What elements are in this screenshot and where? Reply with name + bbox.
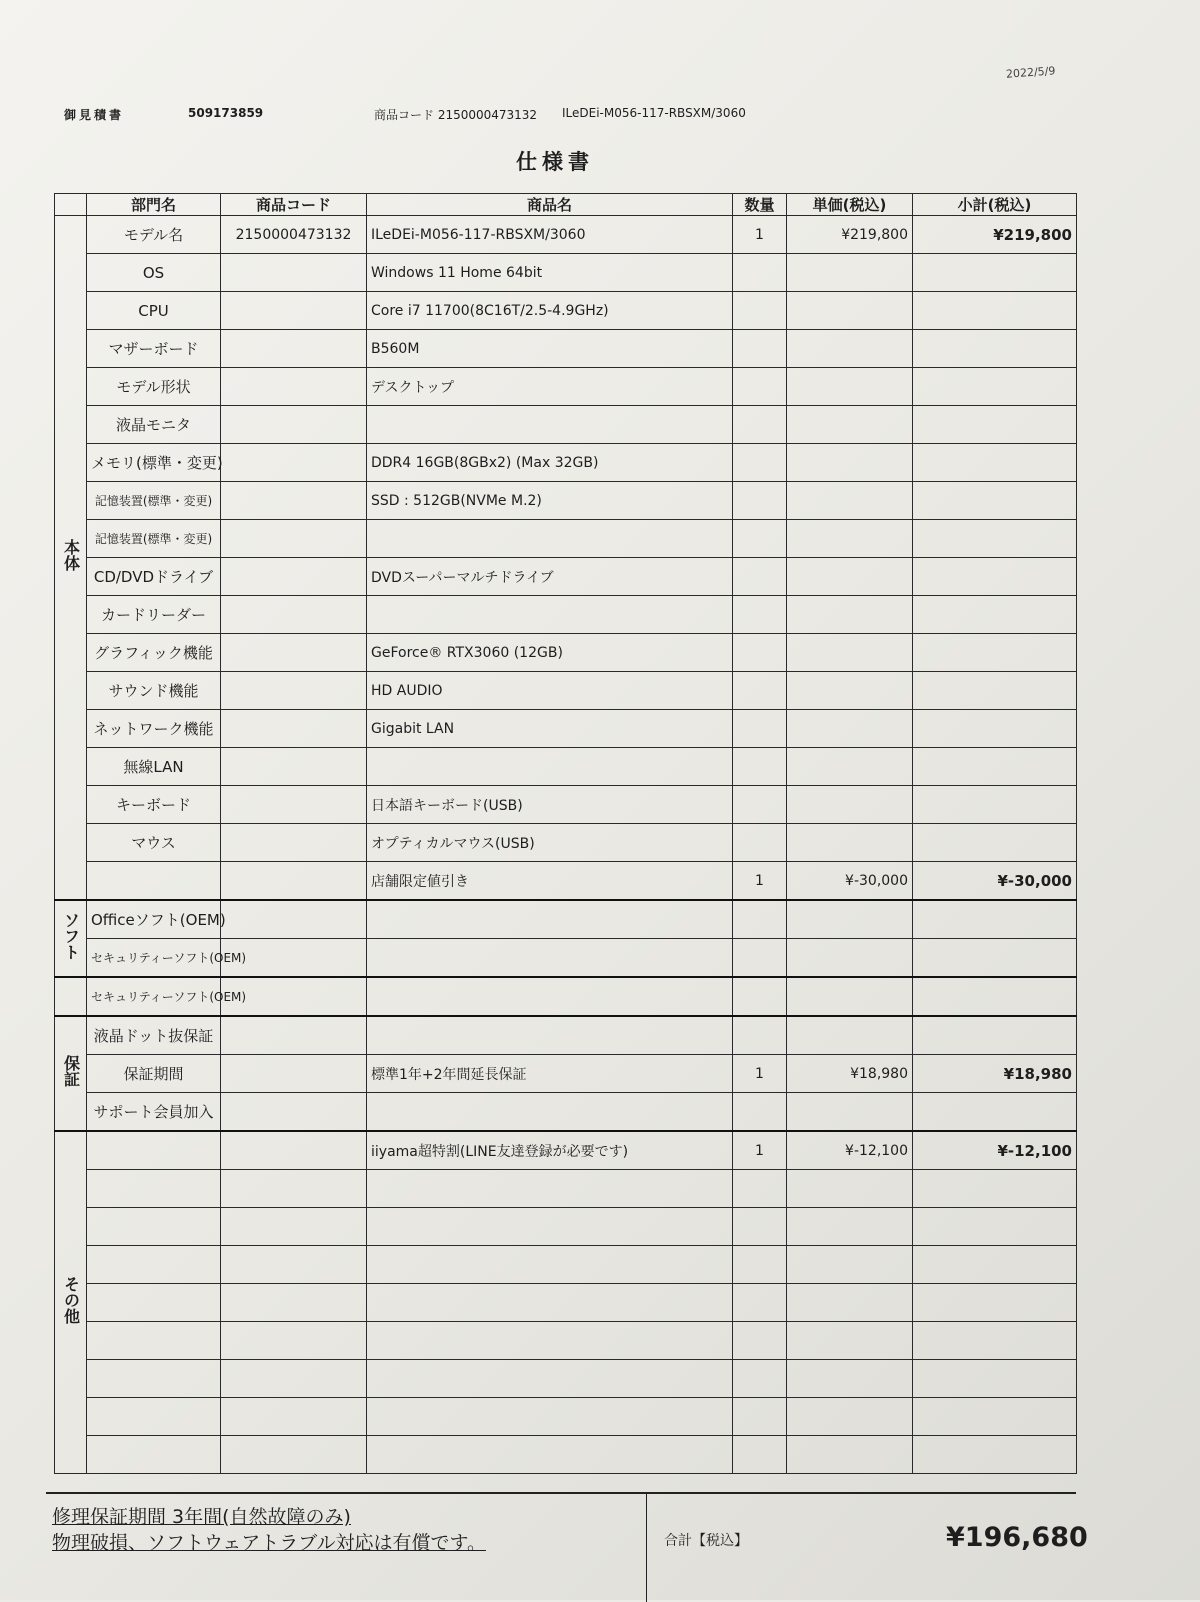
subtotal-cell bbox=[913, 368, 1077, 406]
dept-cell bbox=[87, 1398, 221, 1436]
column-header-dept: 部門名 bbox=[87, 194, 221, 216]
code-cell bbox=[221, 634, 367, 672]
unit-price-cell bbox=[787, 748, 913, 786]
code-cell bbox=[221, 1131, 367, 1170]
subtotal-cell bbox=[913, 1016, 1077, 1055]
qty-cell bbox=[733, 634, 787, 672]
name-cell: ILeDEi-M056-117-RBSXM/3060 bbox=[367, 216, 733, 254]
subtotal-cell bbox=[913, 1322, 1077, 1360]
table-row bbox=[55, 1093, 1077, 1132]
name-cell bbox=[367, 1398, 733, 1436]
column-header-name: 商品名 bbox=[367, 194, 733, 216]
code-cell bbox=[221, 596, 367, 634]
name-cell bbox=[367, 1322, 733, 1360]
code-cell bbox=[221, 1322, 367, 1360]
unit-price-cell bbox=[787, 1093, 913, 1132]
name-cell: iiyama超特割(LINE友達登録が必要です) bbox=[367, 1131, 733, 1170]
qty-cell bbox=[733, 1016, 787, 1055]
dept-cell: モデル名 bbox=[87, 216, 221, 254]
code-cell bbox=[221, 1284, 367, 1322]
table-row bbox=[55, 1284, 1077, 1322]
name-cell: Windows 11 Home 64bit bbox=[367, 254, 733, 292]
unit-price-cell bbox=[787, 824, 913, 862]
subtotal-cell bbox=[913, 1170, 1077, 1208]
unit-price-cell bbox=[787, 558, 913, 596]
name-cell bbox=[367, 1170, 733, 1208]
dept-cell: グラフィック機能 bbox=[87, 634, 221, 672]
unit-price-cell bbox=[787, 520, 913, 558]
table-row bbox=[55, 862, 1077, 901]
paid-support-note: 物理破損、ソフトウェアトラブル対応は有償です。 bbox=[52, 1532, 486, 1554]
dept-cell: カードリーダー bbox=[87, 596, 221, 634]
subtotal-cell bbox=[913, 520, 1077, 558]
table-row bbox=[55, 748, 1077, 786]
subtotal-cell: ¥219,800 bbox=[913, 216, 1077, 254]
name-cell bbox=[367, 520, 733, 558]
subtotal-cell bbox=[913, 596, 1077, 634]
name-cell bbox=[367, 748, 733, 786]
qty-cell bbox=[733, 482, 787, 520]
unit-price-cell bbox=[787, 1284, 913, 1322]
dept-cell: 液晶モニタ bbox=[87, 406, 221, 444]
dept-cell: セキュリティーソフト(OEM) bbox=[87, 977, 221, 1016]
table-row bbox=[55, 939, 1077, 978]
section-label bbox=[55, 977, 87, 1016]
subtotal-cell bbox=[913, 444, 1077, 482]
estimate-label: 御見積書 bbox=[64, 108, 125, 122]
total-label: 合計【税込】 bbox=[664, 1533, 748, 1549]
dept-cell bbox=[87, 1208, 221, 1246]
name-cell: 標準1年+2年間延長保証 bbox=[367, 1055, 733, 1093]
unit-price-cell bbox=[787, 1360, 913, 1398]
unit-price-cell bbox=[787, 330, 913, 368]
name-cell bbox=[367, 1246, 733, 1284]
unit-price-cell bbox=[787, 1016, 913, 1055]
unit-price-cell bbox=[787, 596, 913, 634]
column-header-subtotal: 小計(税込) bbox=[913, 194, 1077, 216]
code-cell bbox=[221, 710, 367, 748]
dept-cell: Officeソフト(OEM) bbox=[87, 900, 221, 939]
code-cell bbox=[221, 748, 367, 786]
code-cell bbox=[221, 1436, 367, 1474]
qty-cell bbox=[733, 900, 787, 939]
name-cell: オプティカルマウス(USB) bbox=[367, 824, 733, 862]
subtotal-cell bbox=[913, 254, 1077, 292]
dept-cell: 記憶装置(標準・変更) bbox=[87, 520, 221, 558]
dept-cell: セキュリティーソフト(OEM) bbox=[87, 939, 221, 978]
subtotal-cell bbox=[913, 1284, 1077, 1322]
table-row bbox=[55, 1055, 1077, 1093]
dept-cell bbox=[87, 1360, 221, 1398]
table-row bbox=[55, 1016, 1077, 1055]
code-cell bbox=[221, 406, 367, 444]
subtotal-cell bbox=[913, 710, 1077, 748]
qty-cell bbox=[733, 672, 787, 710]
unit-price-cell bbox=[787, 482, 913, 520]
table-row bbox=[55, 672, 1077, 710]
warranty-note: 修理保証期間 3年間(自然故障のみ) bbox=[52, 1506, 351, 1528]
unit-price-cell: ¥-12,100 bbox=[787, 1131, 913, 1170]
subtotal-cell: ¥-30,000 bbox=[913, 862, 1077, 901]
unit-price-cell bbox=[787, 406, 913, 444]
spec-table-body bbox=[55, 216, 1077, 1474]
name-cell bbox=[367, 1208, 733, 1246]
column-header-qty: 数量 bbox=[733, 194, 787, 216]
subtotal-cell bbox=[913, 1246, 1077, 1284]
dept-cell bbox=[87, 862, 221, 901]
name-cell: Core i7 11700(8C16T/2.5-4.9GHz) bbox=[367, 292, 733, 330]
unit-price-cell bbox=[787, 1170, 913, 1208]
subtotal-cell bbox=[913, 824, 1077, 862]
table-row bbox=[55, 824, 1077, 862]
qty-cell bbox=[733, 1170, 787, 1208]
unit-price-cell bbox=[787, 444, 913, 482]
unit-price-cell bbox=[787, 1322, 913, 1360]
unit-price-cell bbox=[787, 254, 913, 292]
unit-price-cell bbox=[787, 634, 913, 672]
name-cell: SSD : 512GB(NVMe M.2) bbox=[367, 482, 733, 520]
estimate-number: 509173859 bbox=[188, 106, 264, 120]
dept-cell bbox=[87, 1436, 221, 1474]
unit-price-cell bbox=[787, 1398, 913, 1436]
qty-cell bbox=[733, 748, 787, 786]
subtotal-cell bbox=[913, 482, 1077, 520]
unit-price-cell bbox=[787, 292, 913, 330]
qty-cell bbox=[733, 824, 787, 862]
table-row bbox=[55, 520, 1077, 558]
dept-cell: 液晶ドット抜保証 bbox=[87, 1016, 221, 1055]
subtotal-cell bbox=[913, 1398, 1077, 1436]
table-row bbox=[55, 558, 1077, 596]
code-cell bbox=[221, 672, 367, 710]
name-cell bbox=[367, 977, 733, 1016]
table-row bbox=[55, 216, 1077, 254]
subtotal-cell bbox=[913, 939, 1077, 978]
code-cell bbox=[221, 520, 367, 558]
unit-price-cell bbox=[787, 1246, 913, 1284]
subtotal-cell: ¥-12,100 bbox=[913, 1131, 1077, 1170]
header-model: ILeDEi-M056-117-RBSXM/3060 bbox=[562, 106, 746, 120]
subtotal-cell bbox=[913, 330, 1077, 368]
spec-table bbox=[54, 193, 1077, 1474]
table-row bbox=[55, 1131, 1077, 1170]
unit-price-cell bbox=[787, 977, 913, 1016]
name-cell: 店舗限定値引き bbox=[367, 862, 733, 901]
name-cell bbox=[367, 939, 733, 978]
table-row bbox=[55, 900, 1077, 939]
qty-cell bbox=[733, 596, 787, 634]
unit-price-cell bbox=[787, 672, 913, 710]
code-cell bbox=[221, 1360, 367, 1398]
qty-cell bbox=[733, 330, 787, 368]
table-row bbox=[55, 634, 1077, 672]
table-row bbox=[55, 977, 1077, 1016]
unit-price-cell: ¥-30,000 bbox=[787, 862, 913, 901]
name-cell bbox=[367, 1093, 733, 1132]
table-row bbox=[55, 1398, 1077, 1436]
qty-cell bbox=[733, 786, 787, 824]
subtotal-cell bbox=[913, 1436, 1077, 1474]
column-header-section bbox=[55, 194, 87, 216]
qty-cell bbox=[733, 444, 787, 482]
qty-cell: 1 bbox=[733, 1055, 787, 1093]
subtotal-cell bbox=[913, 1093, 1077, 1132]
name-cell bbox=[367, 1360, 733, 1398]
dept-cell bbox=[87, 1246, 221, 1284]
code-cell bbox=[221, 786, 367, 824]
unit-price-cell bbox=[787, 900, 913, 939]
name-cell: B560M bbox=[367, 330, 733, 368]
unit-price-cell: ¥219,800 bbox=[787, 216, 913, 254]
subtotal-cell bbox=[913, 786, 1077, 824]
dept-cell: CPU bbox=[87, 292, 221, 330]
qty-cell bbox=[733, 1436, 787, 1474]
subtotal-cell bbox=[913, 977, 1077, 1016]
code-cell bbox=[221, 1170, 367, 1208]
dept-cell: モデル形状 bbox=[87, 368, 221, 406]
subtotal-cell bbox=[913, 672, 1077, 710]
unit-price-cell bbox=[787, 1436, 913, 1474]
qty-cell bbox=[733, 1246, 787, 1284]
table-row bbox=[55, 786, 1077, 824]
name-cell: GeForce® RTX3060 (12GB) bbox=[367, 634, 733, 672]
code-cell bbox=[221, 368, 367, 406]
table-row bbox=[55, 710, 1077, 748]
qty-cell bbox=[733, 710, 787, 748]
name-cell: 日本語キーボード(USB) bbox=[367, 786, 733, 824]
code-cell bbox=[221, 558, 367, 596]
name-cell: Gigabit LAN bbox=[367, 710, 733, 748]
dept-cell: ネットワーク機能 bbox=[87, 710, 221, 748]
table-row bbox=[55, 482, 1077, 520]
code-cell bbox=[221, 254, 367, 292]
unit-price-cell bbox=[787, 1208, 913, 1246]
qty-cell: 1 bbox=[733, 216, 787, 254]
code-cell bbox=[221, 1055, 367, 1093]
dept-cell bbox=[87, 1284, 221, 1322]
column-header-unit-price: 単価(税込) bbox=[787, 194, 913, 216]
dept-cell: メモリ(標準・変更) bbox=[87, 444, 221, 482]
code-cell bbox=[221, 900, 367, 939]
table-row bbox=[55, 1246, 1077, 1284]
code-cell bbox=[221, 1208, 367, 1246]
section-label-text: 本体 bbox=[61, 539, 81, 571]
qty-cell: 1 bbox=[733, 1131, 787, 1170]
dept-cell: OS bbox=[87, 254, 221, 292]
table-row bbox=[55, 596, 1077, 634]
table-row bbox=[55, 1360, 1077, 1398]
code-cell bbox=[221, 292, 367, 330]
code-cell bbox=[221, 824, 367, 862]
code-cell bbox=[221, 1016, 367, 1055]
name-cell: HD AUDIO bbox=[367, 672, 733, 710]
qty-cell bbox=[733, 254, 787, 292]
dept-cell: マザーボード bbox=[87, 330, 221, 368]
table-row bbox=[55, 406, 1077, 444]
subtotal-cell bbox=[913, 1360, 1077, 1398]
section-label bbox=[55, 1131, 87, 1474]
qty-cell bbox=[733, 292, 787, 330]
name-cell bbox=[367, 406, 733, 444]
section-label-text: 保証 bbox=[61, 1055, 81, 1087]
name-cell: デスクトップ bbox=[367, 368, 733, 406]
page-title: 仕様書 bbox=[516, 150, 594, 174]
dept-cell: 記憶装置(標準・変更) bbox=[87, 482, 221, 520]
dept-cell: マウス bbox=[87, 824, 221, 862]
subtotal-cell bbox=[913, 900, 1077, 939]
code-cell bbox=[221, 330, 367, 368]
qty-cell bbox=[733, 1208, 787, 1246]
subtotal-cell bbox=[913, 634, 1077, 672]
section-label bbox=[55, 216, 87, 901]
unit-price-cell bbox=[787, 939, 913, 978]
qty-cell bbox=[733, 1093, 787, 1132]
code-cell bbox=[221, 862, 367, 901]
name-cell: DVDスーパーマルチドライブ bbox=[367, 558, 733, 596]
dept-cell: 無線LAN bbox=[87, 748, 221, 786]
section-label-text: ソフト bbox=[61, 912, 81, 960]
qty-cell bbox=[733, 1322, 787, 1360]
qty-cell bbox=[733, 1360, 787, 1398]
table-row bbox=[55, 254, 1077, 292]
footer bbox=[46, 1492, 1088, 1602]
dept-cell: サポート会員加入 bbox=[87, 1093, 221, 1132]
dept-cell bbox=[87, 1322, 221, 1360]
section-label bbox=[55, 900, 87, 977]
unit-price-cell bbox=[787, 786, 913, 824]
name-cell bbox=[367, 596, 733, 634]
code-cell: 2150000473132 bbox=[221, 216, 367, 254]
section-label-text: その他 bbox=[61, 1276, 81, 1324]
header-product-code: 商品コード 2150000473132 bbox=[374, 108, 538, 122]
qty-cell bbox=[733, 1284, 787, 1322]
name-cell: DDR4 16GB(8GBx2) (Max 32GB) bbox=[367, 444, 733, 482]
dept-cell: 保証期間 bbox=[87, 1055, 221, 1093]
section-label bbox=[55, 1016, 87, 1131]
dept-cell: サウンド機能 bbox=[87, 672, 221, 710]
document-date: 2022/5/9 bbox=[1005, 64, 1056, 81]
subtotal-cell: ¥18,980 bbox=[913, 1055, 1077, 1093]
subtotal-cell bbox=[913, 748, 1077, 786]
qty-cell bbox=[733, 558, 787, 596]
table-row bbox=[55, 1170, 1077, 1208]
name-cell bbox=[367, 1284, 733, 1322]
table-row bbox=[55, 1436, 1077, 1474]
qty-cell bbox=[733, 368, 787, 406]
code-cell bbox=[221, 482, 367, 520]
code-cell bbox=[221, 1398, 367, 1436]
table-row bbox=[55, 444, 1077, 482]
footer-divider bbox=[646, 1494, 647, 1602]
name-cell bbox=[367, 1436, 733, 1474]
subtotal-cell bbox=[913, 558, 1077, 596]
subtotal-cell bbox=[913, 292, 1077, 330]
table-row bbox=[55, 368, 1077, 406]
dept-cell: CD/DVDドライブ bbox=[87, 558, 221, 596]
column-header-code: 商品コード bbox=[221, 194, 367, 216]
qty-cell bbox=[733, 406, 787, 444]
qty-cell bbox=[733, 977, 787, 1016]
name-cell bbox=[367, 1016, 733, 1055]
code-cell bbox=[221, 444, 367, 482]
table-row bbox=[55, 330, 1077, 368]
total-value: ¥196,680 bbox=[946, 1522, 1088, 1553]
table-row bbox=[55, 1322, 1077, 1360]
qty-cell bbox=[733, 520, 787, 558]
qty-cell: 1 bbox=[733, 862, 787, 901]
dept-cell bbox=[87, 1170, 221, 1208]
table-row bbox=[55, 1208, 1077, 1246]
name-cell bbox=[367, 900, 733, 939]
unit-price-cell: ¥18,980 bbox=[787, 1055, 913, 1093]
table-header-row bbox=[55, 194, 1077, 216]
unit-price-cell bbox=[787, 368, 913, 406]
qty-cell bbox=[733, 939, 787, 978]
code-cell bbox=[221, 1246, 367, 1284]
qty-cell bbox=[733, 1398, 787, 1436]
code-cell bbox=[221, 1093, 367, 1132]
table-row bbox=[55, 292, 1077, 330]
dept-cell: キーボード bbox=[87, 786, 221, 824]
dept-cell bbox=[87, 1131, 221, 1170]
subtotal-cell bbox=[913, 1208, 1077, 1246]
subtotal-cell bbox=[913, 406, 1077, 444]
unit-price-cell bbox=[787, 710, 913, 748]
